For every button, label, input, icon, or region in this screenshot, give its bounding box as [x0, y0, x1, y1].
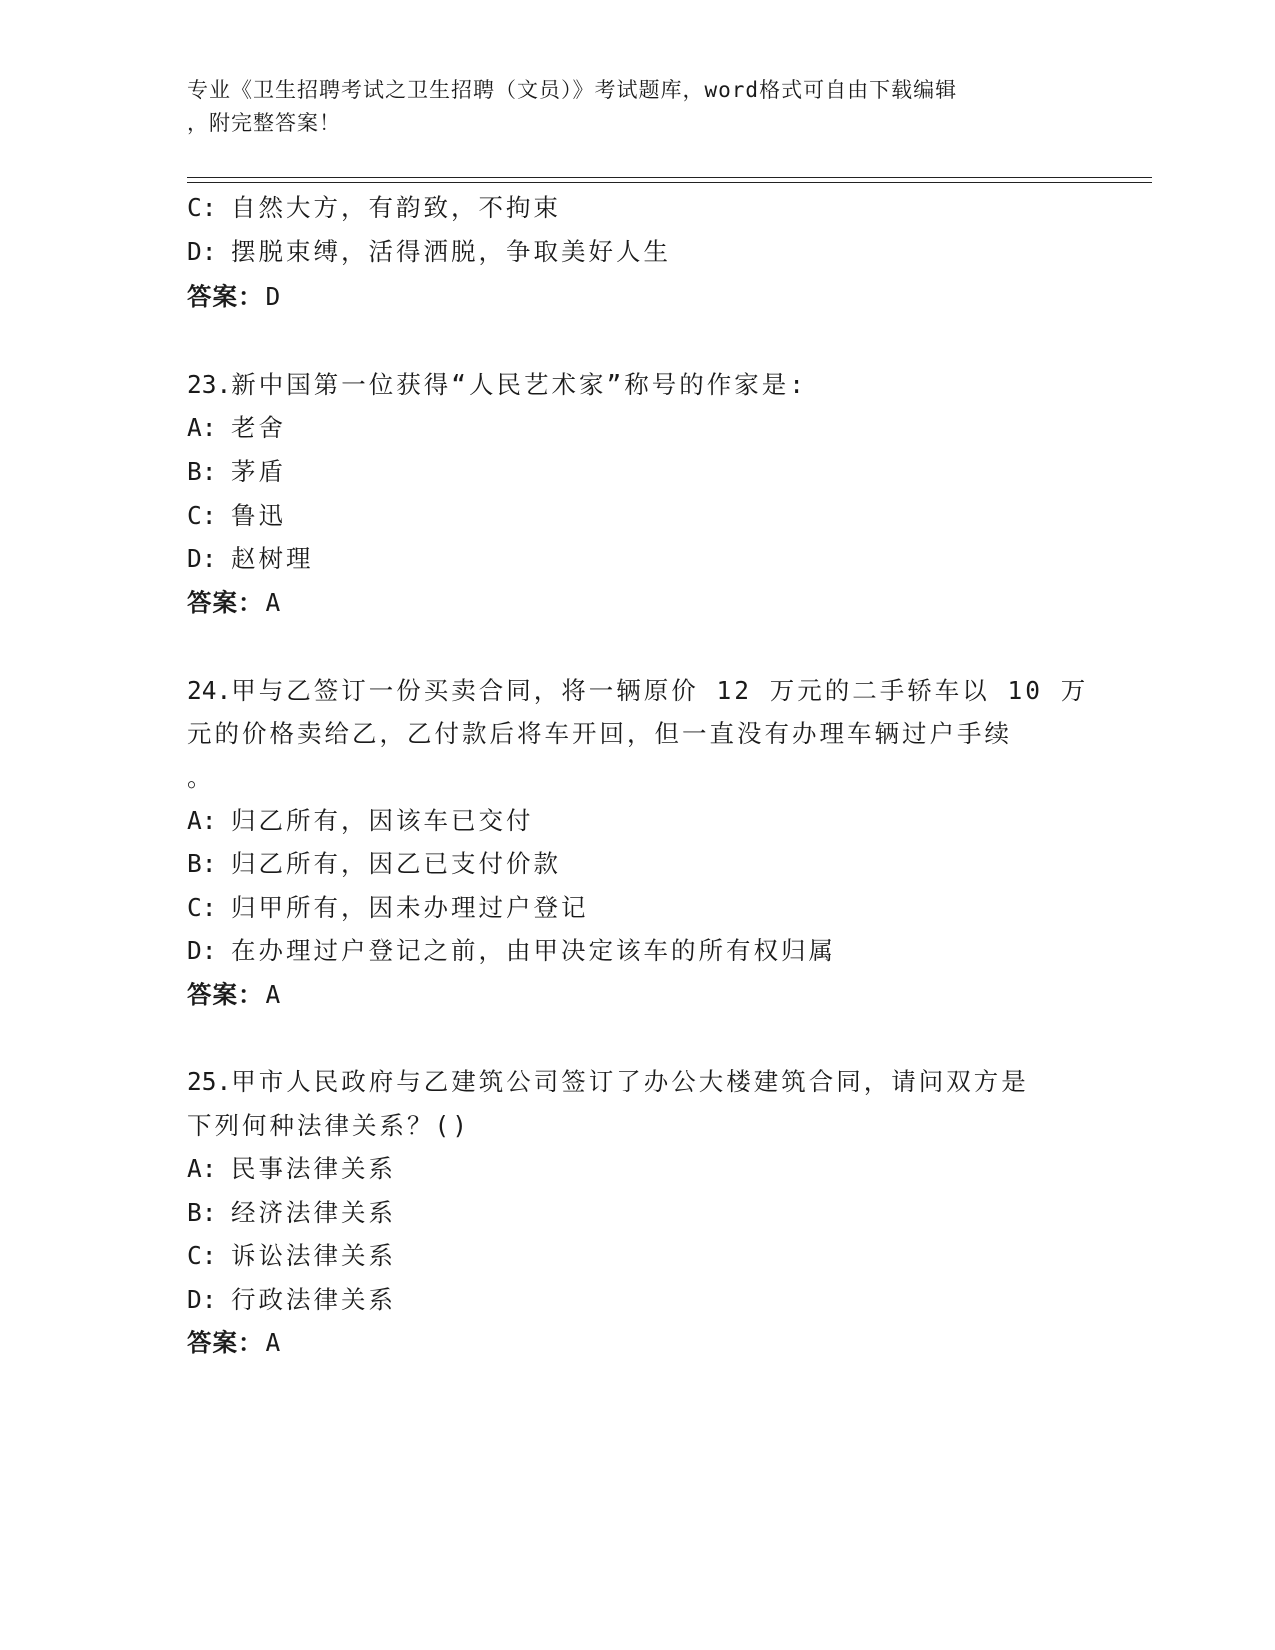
option-label: C:: [187, 893, 217, 922]
option-text: 经济法律关系: [231, 1198, 396, 1227]
option-text: 行政法律关系: [231, 1285, 396, 1314]
question-24-stem: [187, 676, 1088, 706]
question-24-stem-line-2: 元的价格卖给乙，乙付款后将车开回，但一直没有办理车辆过户手续: [187, 719, 1012, 748]
question-25-option-c: [187, 1241, 396, 1271]
prev-option-d: [187, 237, 671, 267]
option-label: D:: [187, 544, 217, 573]
option-label: B:: [187, 849, 217, 878]
question-23-answer: [187, 588, 281, 618]
option-label: C:: [187, 193, 217, 222]
option-text: 归甲所有，因未办理过户登记: [231, 893, 589, 922]
question-25-option-b: [187, 1198, 396, 1228]
question-stem-line: 甲市人民政府与乙建筑公司签订了办公大楼建筑合同，请问双方是: [231, 1067, 1029, 1096]
question-stem-line: 新中国第一位获得“人民艺术家”称号的作家是:: [231, 370, 808, 399]
option-label: B:: [187, 457, 217, 486]
option-label: D:: [187, 237, 217, 266]
option-label: C:: [187, 1241, 217, 1270]
option-label: A:: [187, 806, 217, 835]
question-24-option-d: [187, 936, 836, 966]
header-divider-bottom: [187, 182, 1152, 183]
answer-value: A: [265, 588, 282, 617]
question-25-option-a: [187, 1154, 396, 1184]
question-24-stem-line-3: 。: [187, 763, 215, 792]
answer-label: 答案：: [187, 282, 264, 311]
answer-label: 答案：: [187, 1328, 264, 1357]
question-23-option-a: [187, 413, 286, 443]
option-label: C:: [187, 501, 217, 530]
option-label: B:: [187, 1198, 217, 1227]
answer-label: 答案：: [187, 980, 264, 1009]
option-text: 赵树理: [231, 544, 314, 573]
option-label: A:: [187, 413, 217, 442]
question-24-option-b: [187, 849, 561, 879]
question-stem-line: 甲与乙签订一份买卖合同，将一辆原价 12 万元的二手轿车以 10 万: [231, 676, 1089, 705]
option-text: 归乙所有，因乙已支付价款: [231, 849, 561, 878]
question-24-answer: [187, 980, 281, 1010]
question-24-option-a: [187, 806, 534, 836]
option-text: 民事法律关系: [231, 1154, 396, 1183]
question-23-option-b: [187, 457, 286, 487]
header-line-1: 专业《卫生招聘考试之卫生招聘（文员）》考试题库，word格式可自由下载编辑: [187, 78, 958, 102]
question-number: 23.: [187, 370, 232, 399]
question-number: 25.: [187, 1067, 232, 1096]
question-number: 24.: [187, 676, 232, 705]
answer-label: 答案：: [187, 588, 264, 617]
answer-value: D: [265, 282, 282, 311]
option-text: 鲁迅: [231, 501, 286, 530]
option-text: 摆脱束缚，活得洒脱，争取美好人生: [231, 237, 671, 266]
question-25-stem-line-2: 下列何种法律关系？(): [187, 1111, 470, 1140]
answer-value: A: [265, 1328, 282, 1357]
option-text: 老舍: [231, 413, 286, 442]
option-label: D:: [187, 1285, 217, 1314]
answer-value: A: [265, 980, 282, 1009]
question-25-answer: [187, 1328, 281, 1358]
question-23-stem: [187, 370, 807, 400]
option-text: 诉讼法律关系: [231, 1241, 396, 1270]
question-24-option-c: [187, 893, 589, 923]
question-23-option-d: [187, 544, 314, 574]
option-text: 茅盾: [231, 457, 286, 486]
option-label: D:: [187, 936, 217, 965]
question-23-option-c: [187, 501, 286, 531]
prev-option-c: [187, 193, 561, 223]
option-text: 归乙所有，因该车已交付: [231, 806, 534, 835]
option-text: 在办理过户登记之前，由甲决定该车的所有权归属: [231, 936, 836, 965]
question-25-option-d: [187, 1285, 396, 1315]
option-text: 自然大方，有韵致，不拘束: [231, 193, 561, 222]
document-header: [187, 74, 1067, 140]
question-25-stem: [187, 1067, 1029, 1097]
header-divider-top: [187, 177, 1152, 178]
option-label: A:: [187, 1154, 217, 1183]
header-line-2: ，附完整答案！: [187, 111, 341, 135]
prev-answer: [187, 282, 281, 312]
